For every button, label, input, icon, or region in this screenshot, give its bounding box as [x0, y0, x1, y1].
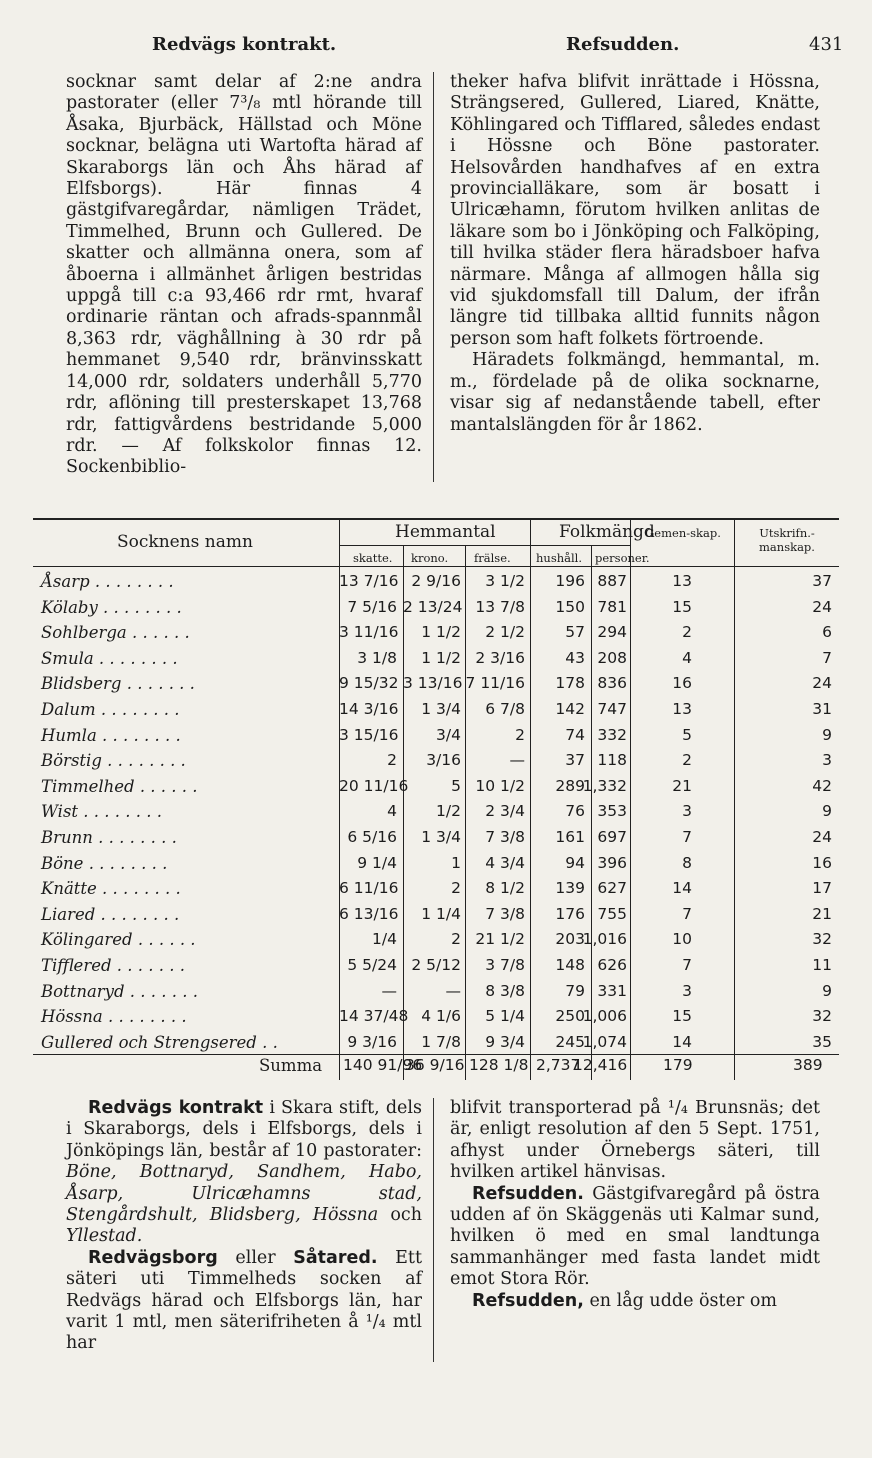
- cell-fralse: 13 7/8: [475, 597, 525, 616]
- top-right-paragraph-1: theker hafva blifvit inrättade i Hössna, Strängsered, Gullered, Liared, Knätte, Köhlingared och Tifflared, således endast i Hössne och Böne pastorater. Helsovården handhafves af en extra provincialläkare, som är bosatt i Ulricæhamn, förutom hvilken anlitas de läkare som bo i Jönköping och Falköping, till hvilka städer flera häradsboer hafva närmare. Många af allmogen hålla sig vid sjukdomsfall till Dalum, der ifrån längre tid tillbaka alltid funnits någon person som haft folkets förtroende.: [450, 72, 820, 349]
- cell-gemen: 15: [672, 597, 692, 616]
- subheader-hushall: hushåll.: [536, 551, 582, 565]
- cell-utskr: 9: [822, 981, 832, 1000]
- cell-personer: 208: [597, 648, 627, 667]
- top-left-paragraph: socknar samt delar af 2:ne andra pastorater (eller 7³/₈ mtl hörande till Åsaka, Bjurbäck, Hällstad och Möne socknar, belägna uti Wartofta härad af Skaraborgs län och Åhs härad af Elfsborgs). Här finnas 4 gästgifvaregårdar, nämligen Trädet, Timmelhed, Brunn och Gullered. De skatter och allmänna onera, som af åboerna i allmänhet årligen bestridas uppgå till c:a 93,466 rdr rmt, hvaraf ordinarie räntan och afrads-spannmål 8,363 rdr, väghållning à 30 rdr på hemmanet 9,540 rdr, bränvinsskatt 14,000 rdr, soldaters underhåll 5,770 rdr, aflöning till presterskapet 13,768 rdr, fattigvårdens bestridande 5,000 rdr. — Af folkskolor finnas 12. Sockenbiblio-: [66, 72, 422, 478]
- running-head-left: Redvägs kontrakt.: [152, 34, 337, 55]
- cell-skatte: 3 15/16: [339, 725, 399, 744]
- cell-hushall: 57: [565, 623, 585, 642]
- cell-hushall: 176: [555, 904, 585, 923]
- cell-personer: 747: [597, 700, 627, 718]
- cell-skatte: 3 1/8: [357, 648, 397, 667]
- cell-krono: —: [445, 981, 461, 1000]
- cell-fralse: 7 3/8: [485, 828, 525, 846]
- cell-utskr: 31: [812, 700, 832, 718]
- table-top-rule: [33, 518, 839, 520]
- cell-krono: 1 3/4: [421, 828, 461, 846]
- cell-gemen: 3: [682, 802, 692, 821]
- subheader-fralse: frälse.: [474, 551, 511, 565]
- table-subheader-rule: [339, 545, 530, 546]
- table-row: [33, 980, 839, 1005]
- cell-personer: 697: [597, 828, 627, 846]
- cell-hushall: 74: [565, 725, 585, 744]
- parish-name: Smula . . . . . . . .: [41, 648, 178, 668]
- cell-skatte: 13 7/16: [339, 572, 399, 590]
- summa-gemen: 179: [663, 1056, 693, 1074]
- cell-krono: 3 13/16: [403, 674, 463, 693]
- col-header-folkmangd: Folkmängd: [559, 522, 655, 542]
- cell-utskr: 21: [812, 904, 832, 923]
- cell-gemen: 7: [682, 828, 692, 846]
- subheader-skatte: skatte.: [353, 551, 393, 565]
- table-row: [33, 570, 839, 595]
- cell-hushall: 203: [555, 930, 585, 949]
- cell-krono: 1 3/4: [421, 700, 461, 718]
- cell-krono: 4 1/6: [421, 1007, 461, 1026]
- text-span: Ett säteri uti Timmelheds socken af Redvägs härad och Elfsborgs län, har varit 1 mtl, men säterifriheten å ¹/₄ mtl har: [66, 1247, 422, 1354]
- heading-redvagsborg: Redvägsborg: [88, 1247, 218, 1268]
- parish-name: Timmelhed . . . . . .: [41, 776, 198, 796]
- summa-krono: 36 9/16: [405, 1056, 465, 1074]
- cell-fralse: 21 1/2: [475, 930, 525, 949]
- parish-name: Gullered och Strengsered . .: [41, 1032, 278, 1052]
- cell-krono: 1 1/2: [421, 623, 461, 642]
- cell-gemen: 15: [672, 1007, 692, 1026]
- cell-personer: 118: [597, 751, 627, 770]
- parish-name: Knätte . . . . . . . .: [41, 879, 181, 899]
- table-row: [33, 621, 839, 646]
- cell-skatte: 6 13/16: [339, 904, 399, 923]
- parish-name: Sohlberga . . . . . .: [41, 623, 190, 643]
- page-number: 431: [809, 34, 844, 55]
- heading-satared: Såtared.: [293, 1247, 378, 1268]
- cell-krono: 1 1/4: [421, 904, 461, 923]
- parish-name: Börstig . . . . . . . .: [41, 751, 186, 771]
- parish-name: Liared . . . . . . . .: [41, 904, 180, 924]
- cell-utskr: 11: [812, 956, 832, 974]
- parish-name: Humla . . . . . . . .: [41, 725, 181, 745]
- table-header-rule: [33, 566, 839, 567]
- cell-fralse: 3 7/8: [485, 956, 525, 974]
- table-subheader-rule: [530, 545, 630, 546]
- heading-refsudden: Refsudden.: [472, 1183, 584, 1204]
- cell-skatte: 14 3/16: [339, 700, 399, 718]
- cell-personer: 1,016: [582, 930, 627, 949]
- cell-utskr: 42: [812, 776, 832, 795]
- cell-personer: 294: [597, 623, 627, 642]
- table-row: [33, 672, 839, 697]
- cell-hushall: 76: [565, 802, 585, 821]
- cell-hushall: 79: [565, 981, 585, 1000]
- summa-utskr: 389: [793, 1056, 823, 1074]
- table-row: [33, 724, 839, 749]
- redvagsborg-paragraph: [66, 1248, 422, 1355]
- cell-fralse: —: [509, 751, 525, 770]
- parish-name: Böne . . . . . . . .: [41, 853, 168, 873]
- cell-fralse: 2 3/4: [485, 802, 525, 821]
- cell-personer: 1,006: [582, 1007, 627, 1026]
- cell-utskr: 35: [812, 1032, 832, 1051]
- cell-krono: 2 13/24: [403, 597, 463, 616]
- col-header-hemmantal: Hemmantal: [395, 522, 496, 542]
- cell-gemen: 2: [682, 751, 692, 770]
- cell-krono: 5: [451, 776, 461, 795]
- cell-fralse: 9 3/4: [485, 1032, 525, 1051]
- cell-krono: 1 7/8: [421, 1032, 461, 1051]
- cell-personer: 332: [597, 725, 627, 744]
- cell-fralse: 7 3/8: [485, 904, 525, 923]
- cell-hushall: 142: [555, 700, 585, 718]
- cell-skatte: 9 3/16: [347, 1032, 397, 1051]
- col-header-utskrifn: Utskrifn.-manskap.: [759, 526, 815, 554]
- cell-hushall: 178: [555, 674, 585, 693]
- table-row: [33, 826, 839, 851]
- text-span: eller: [217, 1247, 294, 1268]
- bottom-right-column: [450, 1098, 820, 1312]
- cell-krono: 2 9/16: [411, 572, 461, 590]
- cell-utskr: 24: [812, 597, 832, 616]
- cell-gemen: 7: [682, 956, 692, 974]
- cell-utskr: 7: [822, 648, 832, 667]
- cell-gemen: 5: [682, 725, 692, 744]
- parish-name: Tifflered . . . . . . .: [41, 956, 185, 975]
- cell-personer: 626: [597, 956, 627, 974]
- cell-skatte: 20 11/16: [339, 776, 409, 795]
- cell-skatte: 1/4: [372, 930, 397, 949]
- cell-fralse: 8 1/2: [485, 879, 525, 898]
- refsudden-paragraph: [450, 1184, 820, 1291]
- cell-skatte: 2: [387, 751, 397, 770]
- table-row: [33, 1031, 839, 1056]
- cell-hushall: 161: [555, 828, 585, 846]
- cell-personer: 353: [597, 802, 627, 821]
- cell-fralse: 2: [515, 725, 525, 744]
- cell-skatte: 9 1/4: [357, 853, 397, 872]
- cell-fralse: 3 1/2: [485, 572, 525, 590]
- cell-personer: 1,074: [582, 1032, 627, 1051]
- parish-list-end: Yllestad.: [66, 1226, 143, 1247]
- column-divider-bottom: [433, 1098, 434, 1362]
- cell-gemen: 3: [682, 981, 692, 1000]
- table-row: [33, 698, 839, 723]
- cell-hushall: 94: [565, 853, 585, 872]
- parish-name: Hössna . . . . . . . .: [41, 1007, 187, 1027]
- summa-personer: 12,416: [573, 1056, 628, 1074]
- top-right-column: [450, 72, 820, 436]
- table-row: [33, 928, 839, 953]
- table-row: [33, 749, 839, 774]
- cell-gemen: 16: [672, 674, 692, 693]
- cell-skatte: 9 15/32: [339, 674, 399, 693]
- cell-krono: 1 1/2: [421, 648, 461, 667]
- redvags-kontrakt-paragraph: [66, 1098, 422, 1248]
- cell-gemen: 14: [672, 1032, 692, 1051]
- cell-hushall: 43: [565, 648, 585, 667]
- table-row: [33, 852, 839, 877]
- summa-skatte: 140 91/96: [343, 1056, 423, 1074]
- cell-utskr: 3: [822, 751, 832, 770]
- cell-personer: 836: [597, 674, 627, 693]
- text-span: en låg udde öster om: [583, 1290, 777, 1311]
- column-divider-top: [433, 72, 434, 482]
- cell-utskr: 24: [812, 828, 832, 846]
- cell-krono: 2: [451, 930, 461, 949]
- table-row: [33, 954, 839, 979]
- cell-gemen: 14: [672, 879, 692, 898]
- cell-personer: 755: [597, 904, 627, 923]
- cell-krono: 2 5/12: [411, 956, 461, 974]
- cell-gemen: 7: [682, 904, 692, 923]
- cell-fralse: 6 7/8: [485, 700, 525, 718]
- cell-personer: 331: [597, 981, 627, 1000]
- parish-list: Böne, Bottnaryd, Sandhem, Habo, Åsarp, Ulricæhamns stad, Stengårdshult, Blidsberg, Hössna: [66, 1162, 422, 1226]
- cell-fralse: 2 1/2: [485, 623, 525, 642]
- cell-skatte: 6 11/16: [339, 879, 399, 898]
- parish-name: Dalum . . . . . . . .: [41, 700, 180, 719]
- col-header-gemenskap: Gemen-skap.: [645, 526, 721, 540]
- cell-fralse: 5 1/4: [485, 1007, 525, 1026]
- cell-fralse: 8 3/8: [485, 981, 525, 1000]
- table-row: [33, 877, 839, 902]
- cell-utskr: 16: [812, 853, 832, 872]
- cell-hushall: 148: [555, 956, 585, 974]
- table-row: [33, 647, 839, 672]
- cell-hushall: 37: [565, 751, 585, 770]
- subheader-personer: personer.: [595, 551, 650, 565]
- text-span: och: [378, 1205, 422, 1226]
- table-row: [33, 1005, 839, 1030]
- cell-hushall: 245: [555, 1032, 585, 1051]
- statistics-table: [33, 518, 839, 1084]
- parish-name: Blidsberg . . . . . . .: [41, 674, 195, 694]
- cell-hushall: 289: [555, 776, 585, 795]
- cell-utskr: 6: [822, 623, 832, 642]
- parish-name: Bottnaryd . . . . . . .: [41, 981, 198, 1001]
- cell-krono: 3/4: [436, 725, 461, 744]
- cell-utskr: 9: [822, 725, 832, 744]
- cell-krono: 3/16: [426, 751, 461, 770]
- cell-fralse: 7 11/16: [465, 674, 525, 693]
- summa-label: Summa: [259, 1056, 323, 1075]
- running-head-right: Refsudden.: [566, 34, 680, 55]
- cell-utskr: 32: [812, 930, 832, 949]
- cell-utskr: 32: [812, 1007, 832, 1026]
- cell-skatte: 6 5/16: [347, 828, 397, 846]
- cell-krono: 2: [451, 879, 461, 898]
- cell-personer: 627: [597, 879, 627, 898]
- brunsnas-paragraph: blifvit transporterad på ¹/₄ Brunsnäs; det är, enligt resolution af den 5 Sept. 1751, afhyst under Örnebergs säteri, till hvilken artikel hänvisas.: [450, 1098, 820, 1183]
- cell-gemen: 13: [672, 700, 692, 718]
- col-header-name: Socknens namn: [117, 532, 253, 552]
- cell-fralse: 10 1/2: [475, 776, 525, 795]
- table-row: [33, 903, 839, 928]
- cell-krono: 1/2: [436, 802, 461, 821]
- cell-hushall: 139: [555, 879, 585, 898]
- cell-fralse: 4 3/4: [485, 853, 525, 872]
- cell-skatte: 14 37/48: [339, 1007, 409, 1026]
- table-row: [33, 596, 839, 621]
- cell-hushall: 150: [555, 597, 585, 616]
- parish-name: Wist . . . . . . . .: [41, 802, 162, 822]
- table-row: [33, 775, 839, 800]
- cell-personer: 396: [597, 853, 627, 872]
- parish-name: Brunn . . . . . . . .: [41, 828, 177, 847]
- cell-gemen: 2: [682, 623, 692, 642]
- top-left-column: [66, 72, 422, 479]
- cell-hushall: 196: [555, 572, 585, 590]
- cell-gemen: 4: [682, 648, 692, 667]
- cell-skatte: 3 11/16: [339, 623, 399, 642]
- cell-personer: 1,332: [582, 776, 627, 795]
- table-row: [33, 800, 839, 825]
- cell-gemen: 13: [672, 572, 692, 590]
- summa-fralse: 128 1/8: [469, 1056, 529, 1074]
- heading-redvags-kontrakt: Redvägs kontrakt: [88, 1098, 264, 1118]
- cell-fralse: 2 3/16: [475, 648, 525, 667]
- bottom-left-column: [66, 1098, 422, 1355]
- cell-utskr: 17: [812, 879, 832, 898]
- parish-name: Kölaby . . . . . . . .: [41, 597, 182, 617]
- heading-refsudden-2: Refsudden,: [472, 1290, 584, 1311]
- parish-name: Åsarp . . . . . . . .: [41, 572, 174, 591]
- top-right-paragraph-2: Häradets folkmängd, hemmantal, m. m., fördelade på de olika socknarne, visar sig af nedanstående tabell, efter mantalslängden för år 1862.: [450, 350, 820, 435]
- cell-hushall: 250: [555, 1007, 585, 1026]
- cell-gemen: 21: [672, 776, 692, 795]
- parish-name: Kölingared . . . . . .: [41, 930, 196, 950]
- cell-skatte: 4: [387, 802, 397, 821]
- text-span: Gästgifvaregård på östra udden af ön Skäggenäs uti Kalmar sund, hvilken ö med en smal landtunga sammanhänger med fasta landet midt emot Stora Rör.: [450, 1183, 820, 1290]
- refsudden-paragraph-2: [450, 1291, 820, 1312]
- cell-utskr: 37: [812, 572, 832, 590]
- subheader-krono: krono.: [411, 551, 449, 565]
- cell-krono: 1: [451, 853, 461, 872]
- summa-hushall: 2,737: [536, 1056, 581, 1074]
- cell-skatte: 5 5/24: [347, 956, 397, 974]
- cell-utskr: 9: [822, 802, 832, 821]
- cell-personer: 781: [597, 597, 627, 616]
- cell-utskr: 24: [812, 674, 832, 693]
- cell-personer: 887: [597, 572, 627, 590]
- cell-skatte: 7 5/16: [347, 597, 397, 616]
- cell-skatte: —: [381, 981, 397, 1000]
- cell-gemen: 10: [672, 930, 692, 949]
- cell-gemen: 8: [682, 853, 692, 872]
- text-span: i Skara stift, dels i Skaraborgs, dels i Elfsborgs, dels i Jönköpings län, består af 10 pastorater:: [66, 1098, 422, 1161]
